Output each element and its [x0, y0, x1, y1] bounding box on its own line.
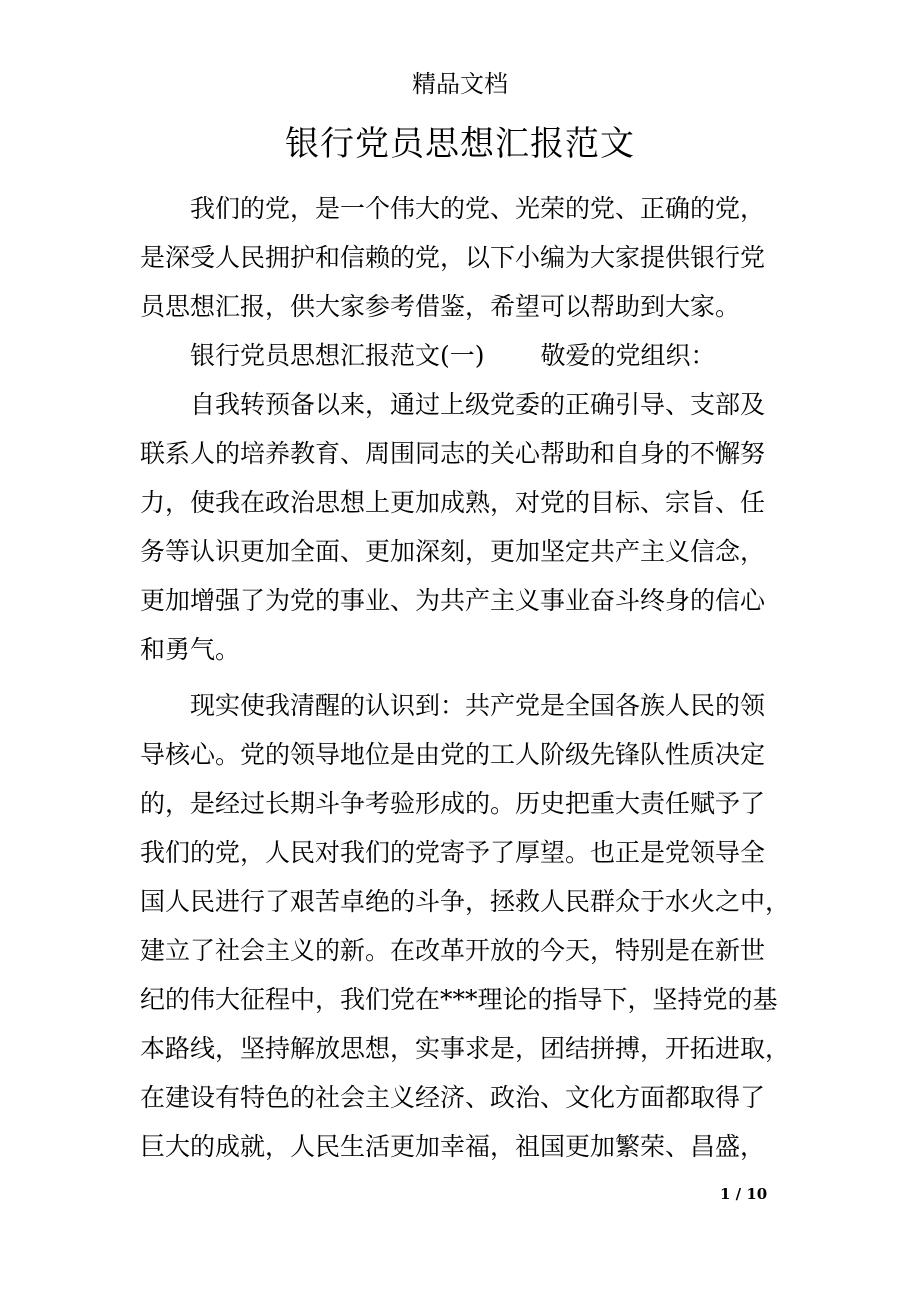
paragraph-line: 力，使我在政治思想上更加成熟，对党的目标、宗旨、任 — [140, 488, 766, 517]
intro-line: 是深受人民拥护和信赖的党，以下小编为大家提供银行党 — [140, 243, 766, 272]
paragraph-spacer — [140, 674, 790, 681]
paragraph-1 — [140, 380, 790, 674]
paragraph-line: 纪的伟大征程中，我们党在***理论的指导下，坚持党的基 — [140, 985, 778, 1014]
paragraph-line: 在建设有特色的社会主义经济、政治、文化方面都取得了 — [140, 1083, 766, 1112]
paragraph-line: 和勇气。 — [140, 635, 241, 664]
page-number-indicator: 1 / 10 — [720, 1185, 768, 1203]
paragraph-line: 巨大的成就，人民生活更加幸福，祖国更加繁荣、昌盛， — [140, 1132, 766, 1161]
document-title: 银行党员思想汇报范文 — [285, 124, 635, 164]
paragraph-line: 导核心。党的领导地位是由党的工人阶级先锋队性质决定 — [140, 740, 766, 769]
subheading-salutation: 敬爱的党组织： — [540, 341, 716, 370]
subheading-title: 银行党员思想汇报范文(一) — [190, 341, 485, 370]
section-subheading — [140, 331, 790, 380]
paragraph-line: 建立了社会主义的新。在改革开放的今天，特别是在新世 — [140, 936, 766, 965]
paragraph-line: 更加增强了为党的事业、为共产主义事业奋斗终身的信心 — [140, 586, 766, 615]
paragraph-line: 联系人的培养教育、周围同志的关心帮助和自身的不懈努 — [140, 439, 766, 468]
paragraph-line: 务等认识更加全面、更加深刻，更加坚定共产主义信念， — [140, 537, 766, 566]
paragraph-line: 国人民进行了艰苦卓绝的斗争，拯救人民群众于水火之中， — [140, 887, 791, 916]
paragraph-line: 自我转预备以来，通过上级党委的正确引导、支部及 — [190, 390, 766, 419]
document-body — [140, 184, 790, 1171]
paragraph-line: 的，是经过长期斗争考验形成的。历史把重大责任赋予了 — [140, 789, 766, 818]
paragraph-line: 现实使我清醒的认识到：共产党是全国各族人民的领 — [190, 691, 766, 720]
intro-line: 我们的党，是一个伟大的党、光荣的党、正确的党， — [190, 194, 766, 223]
page-header-label: 精品文档 — [412, 70, 508, 98]
paragraph-line: 本路线，坚持解放思想，实事求是，团结拼搏，开拓进取， — [140, 1034, 791, 1063]
paragraph-line: 我们的党，人民对我们的党寄予了厚望。也正是党领导全 — [140, 838, 766, 867]
intro-line: 员思想汇报，供大家参考借鉴，希望可以帮助到大家。 — [140, 292, 741, 321]
intro-paragraph — [140, 184, 790, 331]
paragraph-2 — [140, 681, 790, 1171]
